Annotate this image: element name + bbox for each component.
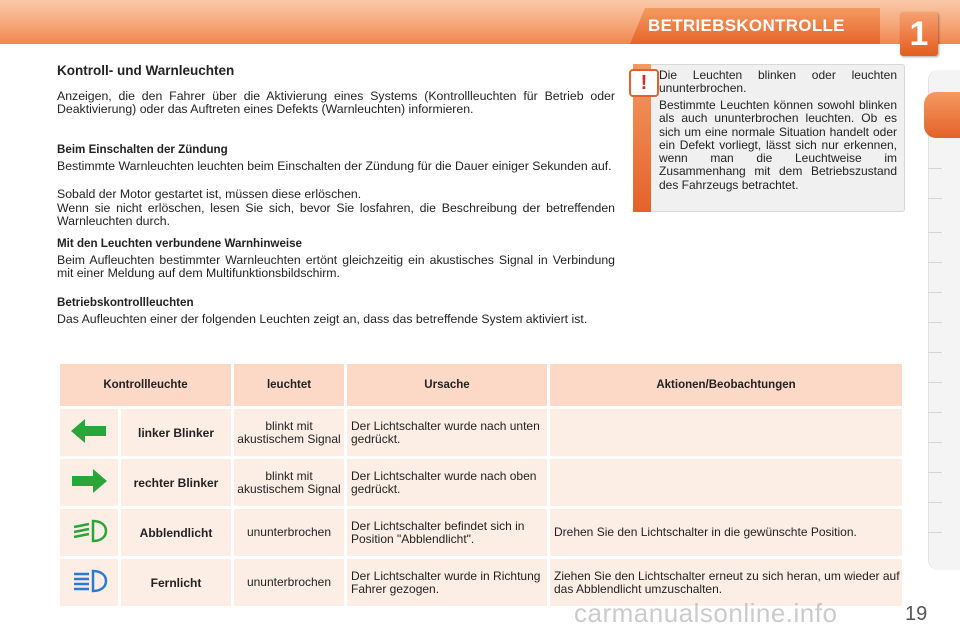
col-header-actions: Aktionen/Beobachtungen <box>550 364 902 406</box>
indicator-state: ununterbrochen <box>234 509 344 556</box>
indicator-cause: Der Lichtschalter wurde nach oben gedrückt. <box>347 459 547 506</box>
chapter-nav-rail <box>928 70 960 570</box>
indicator-cause: Der Lichtschalter wurde in Richtung Fahrer gezogen. <box>347 559 547 606</box>
nav-tick <box>928 232 942 233</box>
indicator-name: Abblendlicht <box>121 509 231 556</box>
indicator-name: rechter Blinker <box>121 459 231 506</box>
chapter-number: 1 <box>900 12 938 56</box>
indicators-paragraph: Das Aufleuchten einer der folgenden Leuchten zeigt an, dass das betreffende System aktiviert ist. <box>57 312 588 326</box>
indicator-name: Fernlicht <box>121 559 231 606</box>
exclamation-icon: ! <box>629 69 659 97</box>
col-header-lit: leuchtet <box>234 364 344 406</box>
warning-text-1: Die Leuchten blinken oder leuchten ununterbrochen. <box>659 68 897 96</box>
indicator-table <box>57 361 905 609</box>
indicator-action: Drehen Sie den Lichtschalter in die gewünschte Position. <box>550 509 902 556</box>
nav-tick <box>928 472 942 473</box>
icon-cell <box>60 409 118 456</box>
nav-tick <box>928 292 942 293</box>
nav-tick <box>928 532 942 533</box>
ignition-paragraph-1: Bestimmte Warnleuchten leuchten beim Einschalten der Zündung für die Dauer einiger Sekunden auf. <box>57 159 612 173</box>
nav-tick <box>928 198 942 199</box>
nav-tick <box>928 412 942 413</box>
section-heading: Kontroll- und Warnleuchten <box>57 63 235 78</box>
col-header-indicator: Kontrollleuchte <box>60 364 231 406</box>
watermark: carmanualsonline.info <box>574 598 838 628</box>
nav-tick <box>928 502 942 503</box>
left-arrow-icon <box>69 416 109 446</box>
warning-text-2: Bestimmte Leuchten können sowohl blinken als auch ununterbrochen leuchten. Ob es sich um eine normale Situation handelt oder ein Defekt vorliegt, lässt sich nur erkennen, wenn man die Leuchtweise im Zusammenhang mit dem Betriebszustand des Fahrzeugs betrachtet. <box>659 98 897 192</box>
indicator-cause: Der Lichtschalter wurde nach unten gedrückt. <box>347 409 547 456</box>
nav-tick <box>928 382 942 383</box>
ignition-paragraph-3: Wenn sie nicht erlöschen, lesen Sie sich, bevor Sie losfahren, die Beschreibung der betreffenden Warnleuchten durch. <box>57 201 615 229</box>
page-title: BETRIEBSKONTROLLE <box>648 16 845 35</box>
high-beam-icon <box>69 566 109 596</box>
subheading-ignition: Beim Einschalten der Zündung <box>57 143 228 156</box>
nav-tick <box>928 442 942 443</box>
indicator-action: Ziehen Sie den Lichtschalter erneut zu sich heran, um wieder auf das Abblendlicht umzuschalten. <box>550 559 902 606</box>
table-header-row <box>60 364 902 406</box>
subheading-indicators: Betriebskontrollleuchten <box>57 296 194 309</box>
icon-cell <box>60 559 118 606</box>
subheading-warnings: Mit den Leuchten verbundene Warnhinweise <box>57 237 303 250</box>
table-row <box>60 409 902 456</box>
table-row <box>60 509 902 556</box>
indicator-state: blinkt mit akustischem Signal <box>234 409 344 456</box>
warnings-paragraph: Beim Aufleuchten bestimmter Warnleuchten ertönt gleichzeitig ein akustisches Signal in Verbindung mit einer Meldung auf dem Multifunktionsbildschirm. <box>57 253 615 281</box>
indicator-cause: Der Lichtschalter befindet sich in Position "Abblendlicht". <box>347 509 547 556</box>
indicator-state: blinkt mit akustischem Signal <box>234 459 344 506</box>
intro-paragraph: Anzeigen, die den Fahrer über die Aktivierung eines Systems (Kontrollleuchten für Betrieb oder Deaktivierung) oder das Auftreten eines Defekts (Warnleuchten) informieren. <box>57 89 615 117</box>
col-header-cause: Ursache <box>347 364 547 406</box>
chapter-tab-active[interactable] <box>924 92 960 138</box>
icon-cell <box>60 459 118 506</box>
low-beam-icon <box>69 516 109 546</box>
nav-tick <box>928 352 942 353</box>
indicator-state: ununterbrochen <box>234 559 344 606</box>
ignition-paragraph-2: Sobald der Motor gestartet ist, müssen diese erlöschen. <box>57 187 362 201</box>
indicator-action <box>550 409 902 456</box>
indicator-name: linker Blinker <box>121 409 231 456</box>
indicator-action <box>550 459 902 506</box>
table-row <box>60 459 902 506</box>
nav-tick <box>928 322 942 323</box>
nav-tick <box>928 168 942 169</box>
page-number: 19 <box>905 603 928 625</box>
nav-tick <box>928 262 942 263</box>
right-arrow-icon <box>69 466 109 496</box>
icon-cell <box>60 509 118 556</box>
